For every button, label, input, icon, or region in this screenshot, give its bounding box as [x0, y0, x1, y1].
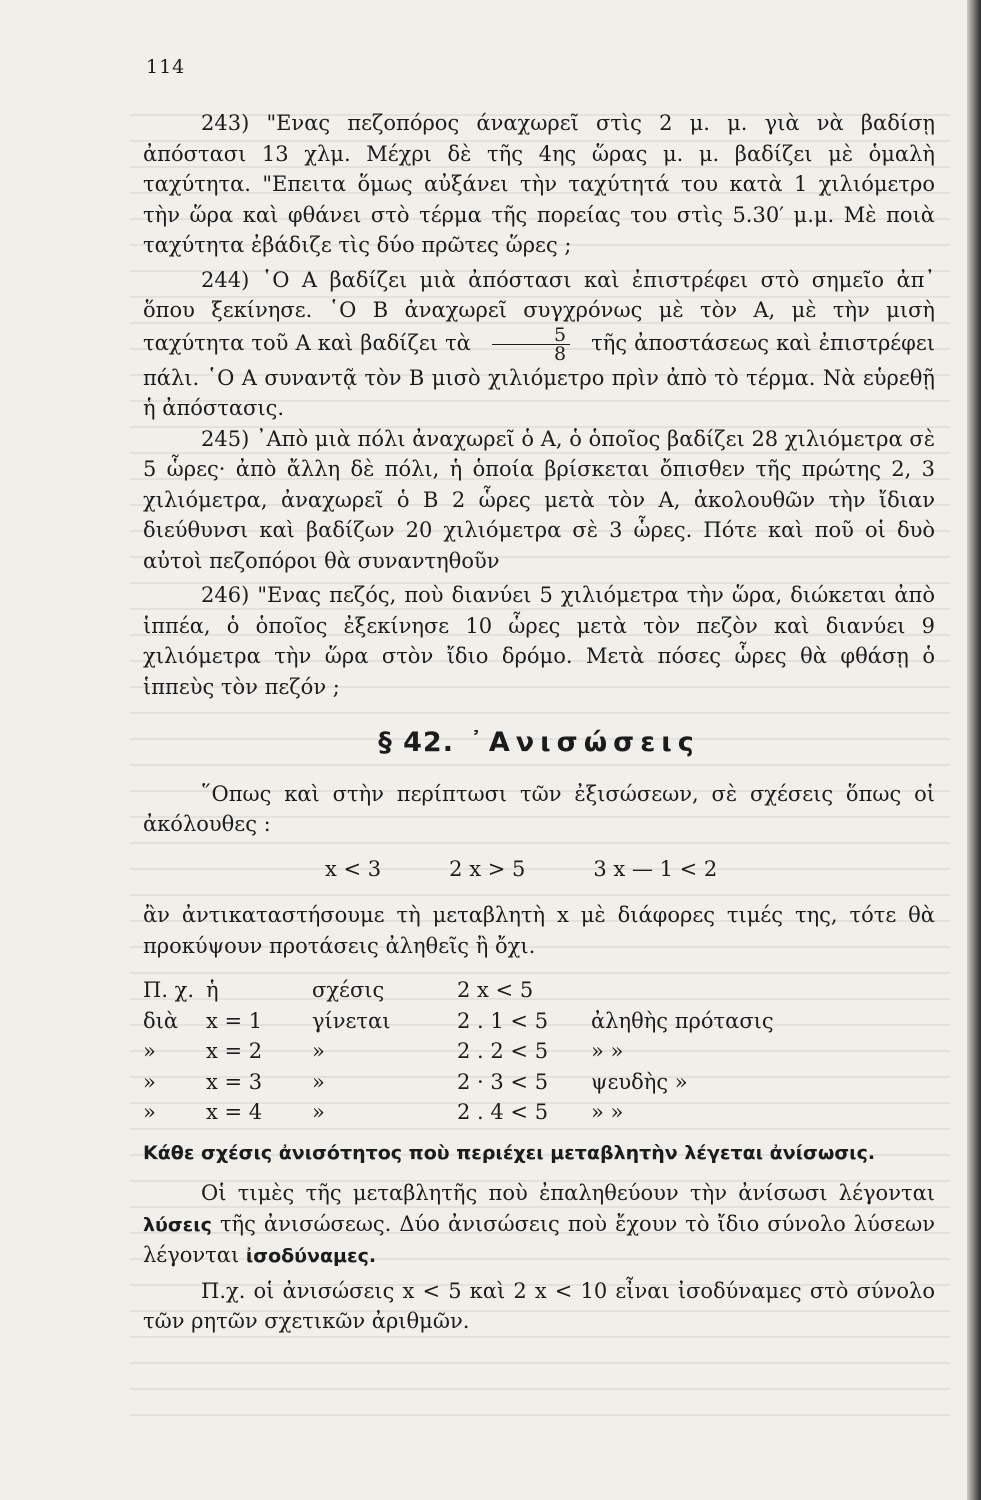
page-body [143, 108, 935, 1337]
fraction-denominator: 8 [492, 344, 570, 363]
table-row [143, 1006, 861, 1037]
table-row [143, 1097, 861, 1128]
solutions-paragraph [143, 1178, 935, 1272]
table-row [143, 1067, 861, 1098]
table-cell [591, 975, 861, 1006]
table-cell: ἀληθὴς πρότασις [591, 1008, 774, 1033]
term-solutions: λύσεις [143, 1213, 212, 1236]
solutions-text-2: τῆς ἀνισώσεως. Δύο ἀνισώσεις ποὺ ἔχουν τὸ ἴδιο σύνολο λύσεων λέγονται [143, 1211, 935, 1267]
table-cell: » [143, 1039, 156, 1063]
table-cell: x = 3 [206, 1069, 263, 1094]
table-cell: » [312, 1100, 325, 1124]
table-cell: διὰ [143, 1008, 179, 1033]
page-edge [967, 0, 981, 1500]
final-example-term: ἰσοδύναμες [677, 1278, 802, 1303]
table-cell: 2 . 1 < 5 [457, 1008, 549, 1033]
intro-paragraph: ῞Οπως καὶ στὴν περίπτωσι τῶν ἐξισώσεων, σὲ σχέσεις ὅπως οἱ ἀκόλουθες : [143, 781, 935, 836]
inequalities-list [143, 854, 935, 885]
fraction-numerator: 5 [553, 323, 567, 346]
table-cell: » [143, 1100, 156, 1124]
problem-246: 246) "Ενας πεζός, ποὺ διανύει 5 χιλιόμετρα τὴν ὥρα, διώκεται ἀπὸ ἱππέα, ὁ ὁποῖος ἐξεκίνησε 10 ὧρες μετὰ τὸν πεζὸν καὶ διανύει 9 χιλιόμετρα τὴν ὥρα στὸν ἴδιο δρόμο. Μετὰ πόσες ὧρες θὰ φθάσῃ ὁ ἱππεὺς τὸν πεζόν ; [143, 583, 935, 699]
table-cell: » [312, 1069, 325, 1094]
inequality: 3 x — 1 < 2 [593, 856, 718, 881]
table-cell: x = 2 [206, 1039, 263, 1063]
table-row [143, 1036, 861, 1067]
problem-243: 243) "Ενας πεζοπόρος άναχωρεῖ στὶς 2 μ. μ. γιὰ νὰ βαδίσῃ ἀπόστασι 13 χλμ. Μέχρι δὲ τῆς 4ης ὥρας μ. μ. βαδίζει μὲ ὁμαλὴ ταχύτητα. "Επειτα ὅμως αὐξάνει τὴν ταχύτητά του κατὰ 1 χιλιόμετρο τὴν ὥρα καὶ φθάνει στὸ τέρμα τῆς πορείας του στὶς 5.30′ μ.μ. Μὲ ποιὰ ταχύτητα ἐβάδιζε τὶς δύο πρῶτες ὥρες ; [143, 111, 935, 257]
table-cell: ψευδὴς » [591, 1069, 688, 1094]
table-cell: σχέσις [312, 978, 385, 1002]
section-heading [143, 728, 935, 759]
example-table [143, 975, 861, 1128]
final-example-text-1: Π.χ. οἱ ἀνισώσεις x < 5 καὶ 2 x < 10 εἶναι [201, 1278, 670, 1303]
table-cell: x = 4 [206, 1100, 263, 1124]
section-number: § 42. [378, 727, 454, 758]
final-example-text-2: στὸ σύνολο τῶν ρητῶν σχετικῶν ἀριθμῶν. [143, 1278, 935, 1333]
table-cell: 2 . 4 < 5 [457, 1100, 549, 1124]
definition: Κάθε σχέσις ἀνισότητος ποὺ περιέχει μεταβλητὴν λέγεται ἀνίσωσις. [143, 1141, 876, 1164]
problem-244 [143, 265, 935, 424]
table-cell: ἡ [206, 978, 219, 1002]
term-equivalent: ἰσοδύναμες. [245, 1245, 377, 1267]
inequality: 2 x > 5 [449, 856, 526, 881]
table-cell: 2 x < 5 [457, 978, 534, 1002]
problem-244-text-a: 244) ῾Ο Α βαδίζει μιὰ ἀπόστασι καὶ ἐπιστρέφει στὸ σημεῖο ἀπ᾽ ὅπου ξεκίνησε. ῾Ο Β ἀναχωρεῖ συγχρόνως μὲ τὸν Α, μὲ τὴν μισὴ ταχύτητα τοῦ Α καὶ βαδίζει τὰ [143, 267, 935, 355]
table-cell: » » [591, 1039, 624, 1063]
table-cell: » » [591, 1100, 624, 1124]
table-cell: » [312, 1039, 325, 1063]
table-cell: Π. χ. [143, 978, 195, 1002]
table-cell: x = 1 [206, 1008, 263, 1033]
page-number: 114 [146, 56, 186, 78]
final-example [143, 1276, 935, 1337]
table-row [143, 975, 861, 1006]
table-cell: 2 · 3 < 5 [457, 1069, 549, 1094]
section-title: ᾿Ανισώσεις [469, 727, 700, 758]
fraction [492, 323, 570, 365]
problem-244-text-b: τῆς ἀποστάσεως καὶ ἐπιστρέφει πάλι. ῾Ο Α συναντᾷ τὸν Β μισὸ χιλιόμετρο πρὶν ἀπὸ τὸ τέρμα. Νὰ εὑρεθῇ ἡ ἀπόστασις. [143, 330, 935, 420]
after-paragraph: ἂν ἀντικαταστήσουμε τὴ μεταβλητὴ x μὲ διάφορες τιμές της, τότε θὰ προκύψουν προτάσεις ἀληθεῖς ἢ ὄχι. [143, 903, 935, 958]
table-cell: » [143, 1069, 156, 1094]
inequality: x < 3 [325, 856, 382, 881]
table-cell: γίνεται [312, 1008, 391, 1033]
table-cell: 2 . 2 < 5 [457, 1039, 549, 1063]
solutions-text-1: Οἱ τιμὲς τῆς μεταβλητῆς ποὺ ἐπαληθεύουν τὴν ἀνίσωσι λέγονται [201, 1181, 935, 1205]
problem-245: 245) ᾿Απὸ μιὰ πόλι ἀναχωρεῖ ὁ Α, ὁ ὁποῖος βαδίζει 28 χιλιόμετρα σὲ 5 ὧρες· ἀπὸ ἄλλη δὲ πόλι, ἡ ὁποία βρίσκεται ὄπισθεν τῆς πρώτης 2, 3 χιλιόμετρα, ἀναχωρεῖ ὁ Β 2 ὧρες μετὰ τὸν Α, ἀκολουθῶν τὴν ἴδιαν διεύθυνσι καὶ βαδίζων 20 χιλιόμετρα σὲ 3 ὧρες. Πότε καὶ ποῦ οἱ δυὸ αὐτοὶ πεζοπόροι θὰ συναντηθοῦν [143, 426, 935, 573]
